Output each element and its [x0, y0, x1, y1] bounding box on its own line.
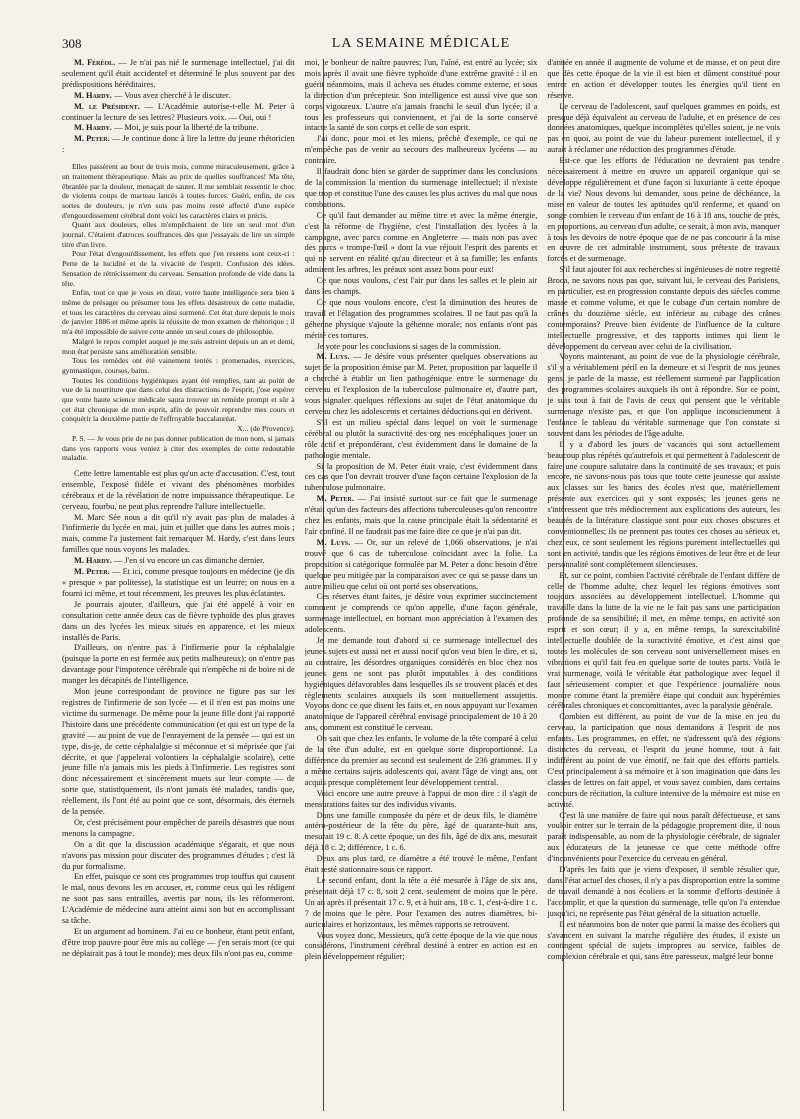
paragraph — [62, 356, 295, 375]
paragraph — [547, 920, 780, 964]
paragraph-text: Combien est différent, au point de vue de la mise en jeu du cerveau, la participation que nous demandons à l'esprit de nos enfants. Les programmes, en effet, ne s'adressent qu'à des régions distinctes du cerveau, et l'esprit du jeune homme, tout à fait indifférent au point de vue émotif, ne fait que des efforts partiels. C'est principalement à sa mémoire et à son imagination que dans les classes de lettres on fait appel, et vous savez combien, dans certains concours de récitation, la culture intensive de la mémoire est mise en activité. — [547, 712, 780, 809]
paragraph-text: Toutes les conditions hygiéniques ayant été remplies, tant au point de vue de la nourriture que dans celui des distractions de l'esprit, j'ose espérer que votre haute science médicale saura trouver un remède prompt et sûr à cet état chronique de mon esprit, afin de pouvoir reprendre mes cours et conquérir la deuxième partie de l'effroyable baccalauréat. — [62, 375, 295, 424]
speaker-name: M. Féréol. — [74, 58, 116, 67]
paragraph-text: moi, le bonheur de naître pauvres; l'un, l'aîné, est entré au lycée; six mois après il avait une fièvre typhoïde d'une extrême gravité : il en guérit néanmoins, mais il acheva ses études comme externe, et sous la direction d'un précepteur. Son intelligence est aussi vive que son corps vigoureux. L'autre n'a jamais franchi le seuil d'un lycée; il a tous les professeurs qui conviennent, et j'ai de la sorte conservé intacte la santé de son corps et celle de son esprit. — [304, 58, 538, 133]
paragraph-text: D'ailleurs, on n'entre pas à l'infirmerie pour la céphalalgie (puisque la porte en est fermée aux petits malheureux); on n'entre pas davantage pour l'impotence cérébrale qui n'empêche ni de boire ni de manger les décapités de l'intelligence. — [62, 643, 295, 686]
speech-paragraph — [62, 134, 295, 156]
paragraph-text: Deux ans plus tard, ce diamètre a été trouvé le même, l'enfant était resté stationnaire sous ce rapport. — [304, 854, 538, 875]
paragraph-text: Enfin, tout ce que je vous en dirai, votre haute intelligence sera bien à même de présager ou présumer tous les effets désastreux de cette maladie, et tous les caractères du cerveau ainsi surmené. Cet état dure depuis le mois de janvier 1886 et même après la réussite de mon examen de rhétorique ; il m'a été impossible de suivre cette année un seul cours de philosophie. — [62, 288, 295, 337]
speaker-name: M. Hardy. — [74, 123, 112, 133]
paragraph — [547, 712, 780, 810]
paragraph — [305, 734, 538, 789]
paragraph-text: — Or, sur un relevé de 1,066 observations, je n'ai trouvé que 6 cas de tuberculose coïncidant avec la folie. La proposition si catégorique formulée par M. Peter a donc besoin d'être quelque peu mitigée par la comparaison avec ce qui se passe dans un autre milieu que celui où ont porté ses observations. — [304, 537, 538, 591]
paragraph — [547, 58, 780, 102]
speaker-name: M. Luys. — [316, 352, 350, 362]
column-2 — [305, 58, 538, 1111]
column-3 — [547, 58, 780, 1111]
paragraph-text: — L'Académie autorise-t-elle M. Peter à continuer la lecture de ses lettres? Plusieurs voix. — Oui, oui ! — [62, 101, 295, 122]
paragraph — [305, 592, 538, 636]
paragraph — [62, 434, 295, 463]
paragraph-text: Je pourrais ajouter, d'ailleurs, que j'ai été appelé à voir en consultation cette année deux cas de fièvre typhoïde des plus graves dans un des lycées les mieux situés en apparence, et les mieux installés de Paris. — [62, 599, 295, 642]
paragraph-text: S'il faut ajouter foi aux recherches si ingénieuses de notre regretté Broca, ne savons nous pas que, suivant lui, le cerveau des Parisiens, en particulier, est en progression constante depuis des siècles comme masse et comme volume, et que le cubage d'un certain nombre de crânes du douzième siècle, est inférieur au cubage des crânes contemporains? Preuve bien évidente de l'influence de la culture intellectuelle progressive, et des rapports intimes qui lient le développement du cerveau avec celui de la civilisation. — [547, 265, 780, 351]
paragraph — [62, 376, 295, 425]
paragraph — [62, 927, 295, 960]
paragraph-text: J'ai donc, pour moi et les miens, prêché d'exemple, ce qui ne m'empêche pas de venir au secours des malheureux lycéens — au contraire. — [304, 134, 538, 166]
paragraph-text: Or, c'est précisément pour empêcher de pareils désastres que nous menons la campagne. — [62, 817, 295, 838]
paragraph-text: En effet, puisque ce sont ces programmes trop touffus qui causent le mal, nous devons les en accuser, et, comme ceux qui les rédigent ne sont pas sans entrailles, avertis par nous, ils les réformeront. L'Académie de médecine aura atteint ainsi son but en accomplissant sa tâche. — [62, 872, 295, 926]
paragraph-text: Je vote pour les conclusions si sages de la commission. — [316, 341, 501, 351]
paragraph — [305, 931, 538, 964]
speech-paragraph — [305, 494, 538, 538]
paragraph — [305, 167, 538, 211]
paragraph-text: M. Marc Sée nous a dit qu'il n'y avait pas plus de malades à l'infirmerie du lycée en mai, juin et juillet que dans les autres mois ; mais, comme l'a justement fait remarquer M. Hardy, c'est dans leurs familles que nous voyons les malades. — [62, 512, 295, 555]
paragraph — [305, 811, 538, 855]
paragraph-text: — Je continue donc à lire la lettre du jeune rhétoricien : — [62, 134, 295, 155]
speaker-name: M. Hardy. — [74, 556, 112, 566]
paragraph-text: Ce qu'il faut demander au même titre et avec la même énergie, c'est la réforme de l'hygiène, c'est l'installation des lycées à la campagne, avec parcs comme en Angleterre — mais non pas avec des parcs « trompe-l'œil » dont la vue réjouit l'esprit des parents et qui ne servent en réalité qu'au directeur et à sa famille; les enfants admirent les arbres, les préaux sont assez bons pour eux! — [304, 210, 538, 275]
paragraph — [547, 865, 780, 920]
paragraph — [547, 571, 780, 713]
paragraph — [62, 220, 295, 249]
paragraph-text: Malgré le repos complet auquel je me suis astreint depuis un an et demi, mon état persiste sans amélioration sensible. — [62, 336, 295, 356]
paragraph-text: — Je désire vous présenter quelques observations au sujet de la proposition émise par M. Peter, proposition par laquelle il a cherché à établir un lien pathogénique entre le surmenage du cerveau et l'explosion de la tuberculose pulmonaire et, d'autre part, vous signaler quelques réflexions au sujet de l'état anatomique du cerveau chez les adolescents et certaines déductions qui en dérivent. — [304, 352, 538, 416]
paragraph-text: Pour l'état d'engourdissement, les effets que j'en ressens sont ceux-ci : Perte de la lucidité et de la vivacité de l'esprit. Confusion des idées. Sensation de rétrécissement du cerveau. Sensation profonde de vide dans la tête. — [62, 249, 295, 288]
column-1 — [62, 58, 295, 1111]
speech-paragraph — [62, 567, 295, 600]
paragraph — [305, 854, 538, 876]
paragraph-text: Il faudrait donc bien se garder de supprimer dans les conclusions de la commission la mention du surmenage intellectuel; il n'existe que trop et constitue l'une des causes les plus actives du mal que nous combattons. — [304, 167, 538, 209]
paragraph — [62, 249, 295, 288]
paragraph-text: S'il est un milieu spécial dans lequel on voit le surmenage cérébral ou plutôt la suractivité des org nes encéphaliques jouer un rôle actif et prépondérant, c'est évidemment dans le domaine de la pathologie mentale. — [304, 417, 538, 460]
paragraph-text: Ce que nous voulons, c'est l'air pur dans les salles et le plein air dans les champs. — [304, 276, 538, 297]
paragraph-text: Et, sur ce point, combien l'activité cérébrale de l'enfant diffère de celle de l'homme adulte, chez lequel les régions émotives sont toujours associées au développement intellectuel. L'homme qui travaille dans la lutte de la vie ne le fait pas sans une participation profonde de sa sensibilité; il met, en même temps, en activité son esprit et son cœur; il y a, en même temps, la surexcitabilité intellectuelle doublée de la suractivité émotive, et c'est ainsi que toutes les molécules de son cerveau sont universellement mises en vibrations et qu'il fait feu en quelque sorte de toutes parts. Voilà le vrai surmenage, voilà le véritable état pathologique avec lequel il faut sérieusement compter et que l'expérience journalière nous montre comme étant la première étape qui conduit aux hypérémies cérébrales chroniques et concomittantes, avec la paralysie générale. — [547, 570, 780, 711]
speech-paragraph — [62, 556, 295, 567]
paragraph — [305, 211, 538, 276]
paragraph-text: Dans une famille composée du père et de deux fils, le diamètre antéro-postérieur de la tête du père, âgé de quarante-huit ans, mesurait 19 c. 8. A cette époque, un des fils, âgé de dix ans, mesurait déjà 18 c. 2; différence, 1 c. 6. — [304, 810, 538, 853]
speech-paragraph — [305, 352, 538, 417]
paragraph-text: P. S. — Je vous prie de ne pas donner publication de mon nom, si jamais dans vos rapports vous veniez à citer des exemples de cette redoutable maladie. — [62, 433, 295, 463]
paragraph-text: On sait que chez les enfants, le volume de la tête comparé à celui de la tête d'un adulte, est en quelque sorte disproportionné. La différence du premier au second est seulement de 236 grammes. Il y a même certains sujets adolescents qui, avant l'âge de vingt ans, ont acquis presque complètement leur développement central. — [304, 734, 538, 787]
paragraph-text: Voyons maintenant, au point de vue de la physiologie cérébrale, s'il y a véritablement péril en la demeure et si l'esprit de nos jeunes gens, je parle de la masse, est réellement surmené par l'application des programmes scolaires auxquels ils ont à répondre. Sur ce point, je suis tout à fait de l'avis de ceux qui pensent que le véritable surmenage n'existe pas, et que l'on applique inconsciemment à l'enfance le tableau du véritable surmenage que l'on constate si souvent dans les périodes de l'âge adulte. — [547, 352, 780, 438]
paragraph-text: X... (de Provence). — [237, 424, 295, 434]
article-columns — [62, 58, 780, 1111]
speech-paragraph — [62, 102, 295, 124]
page-number: 308 — [62, 36, 82, 51]
paragraph-text: Le cerveau de l'adolescent, sauf quelques grammes en poids, est presque déjà équivalent au cerveau de l'adulte, et en présence de ces données anatomiques, quelque incomplètes qu'elles soient, je ne vois pas en quoi, au point de vue du labeur purement intellectuel, il y aurait à réclamer une réduction des programmes d'étude. — [547, 101, 780, 155]
paragraph-text: On a dit que la discussion académique s'égarait, et que nous n'avons pas mission pour discuter des programmes d'études ; c'est là du pur formalisme. — [62, 839, 295, 871]
speech-paragraph — [62, 91, 295, 102]
paragraph — [62, 840, 295, 873]
paragraph — [547, 811, 780, 866]
speaker-name: M. le Président. — [74, 101, 140, 111]
paragraph — [305, 876, 538, 931]
paragraph-text: Si la proposition de M. Peter était vraie, c'est évidemment dans ces cas que l'on devrait trouver d'une façon certaine l'explosion de la tuberculose pulmonaire. — [304, 461, 538, 493]
paragraph — [547, 102, 780, 157]
paragraph — [547, 352, 780, 439]
paragraph — [62, 424, 295, 434]
paragraph — [305, 636, 538, 734]
paragraph-text: — Vous avez cherché à le discuter. — [114, 90, 231, 100]
paragraph — [62, 643, 295, 687]
paragraph — [305, 134, 538, 167]
paragraph-text: Il est néanmoins bon de noter que parmi la masse des écoliers qui s'avancent en suivant la marche régulière des études, il existe un contingent spécial de sujets impropres au service, faibles de complexion cérébrale et qui, sans être paresseux, malgré leur bonne — [547, 919, 780, 962]
paragraph — [305, 58, 538, 134]
paragraph-text: Il y a d'abord les jours de vacances qui sont actuellement beaucoup plus répétés qu'autrefois et qui permettent à l'adolescent de faire une coupure salutaire dans la continuité de ses travaux; et puis encore, ne savons-nous pas tous que toute cette jeunesse qui assiste aux classes sur les bancs des écoles n'est que, matériellement présente aux exercices qui y sont exposés; les jeunes gens ne s'intéressent que très médiocrement aux explications des auteurs, les beautés de la littérature classique sont pour eux choses obscures et conventionnelles; ils ne prennent pas toutes ces choses au sérieux et, chez eux, ce sont seulement les régions purement intellectuelles qui sont en activité, tandis que les régions émotives de leur être et de leur personnalité sont complètement silencieuses. — [547, 439, 780, 569]
paragraph — [62, 818, 295, 840]
speech-paragraph — [62, 58, 295, 91]
paragraph-text: Quant aux douleurs, elles m'empêchaient de lire un seul mot d'un journal. C'étaient d'atroces souffrances dès que j'essayais de lire un simple titre d'un livre. — [62, 220, 295, 249]
paragraph-text: Est-ce que les efforts de l'éducation ne devraient pas tendre nécessairement à mettre en œuvre un appareil organique qui se développe régulièrement et d'une façon si luxuriante à cette époque de la vie? Nous devons lui demander, sous peine de déchéance, la mise en valeur de toutes les aptitudes qu'il renferme, et quand on songe combien le cerveau d'un enfant de 16 à 18 ans, touche de près, en proportions, au cerveau d'un adulte, ce serait, à mon avis, manquer à tous les devoirs de notre époque que de ne pas concourir à la mise en œuvre de cet admirable instrument, sous prétexte de travaux forcés et de surmenage. — [547, 156, 780, 264]
page-header — [62, 36, 780, 54]
paragraph-text: d'année en année il augmente de volume et de masse, et on peut dire que dès cette époque de la vie il est bien et dûment constitué pour entrer en action et développer toutes les énergies qu'il tient en réserve. — [547, 58, 780, 100]
speaker-name: M. Peter. — [74, 567, 110, 577]
speech-paragraph — [305, 538, 538, 593]
paragraph — [305, 298, 538, 342]
paragraph-text: Cette lettre lamentable est plus qu'un acte d'accusation. C'est, tout ensemble, l'exposé fidèle et vivant des phénomènes morbides cérébraux et de la révélation de notre impuissance thérapeutique. Le cerveau, fourbu, ne peut plus reprendre l'allure intellectuelle. — [62, 468, 295, 511]
speaker-name: M. Peter. — [74, 134, 110, 144]
running-title: LA SEMAINE MÉDICALE — [331, 36, 511, 51]
paragraph — [62, 162, 295, 220]
paragraph-text: Elles passèrent au bout de trois mois, comme miraculeusement, grâce à un traitement thérapeutique. Mais au prix de quelles souffrances! Ma tête, ébranlée par la douleur, menaçait de sauter. Il me semblait ressentir le choc de violents coups de marteau lancés à toutes forces. Guéri, enfin, de ces sortes de douleurs, je n'en suis pas moins resté affecté d'une espèce d'engourdissement cérébral dont voici les caractères clairs et précis. — [62, 162, 295, 220]
paragraph — [305, 276, 538, 298]
paragraph-text: Tous les remèdes ont été vainement tentés : promenades, exercices, gymnastique, courses, bains. — [62, 356, 295, 375]
paragraph-text: Voici encore une autre preuve à l'appui de mon dire : il s'agit de mensurations faites sur des individus vivants. — [304, 788, 538, 809]
paragraph-text: C'est là une manière de faire qui nous paraît défectueuse, et sans vouloir entrer sur le terrain de la pédagogie proprement dite, il nous paraît indispensable, au nom de la physiologie cérébrale, de signaler aux éducateurs de la jeunesse ce que cette méthode offre d'inconvénients pour l'exercice du cerveau en général. — [547, 810, 780, 864]
paragraph-text: D'après les faits que je viens d'exposer, il semble résulter que, dans l'état actuel des choses, il n'y a pas disproportion entre la somme de travail demandé à nos écoliers et la somme d'efforts destinée à l'accomplir, et que la question du surmenage, telle qu'on l'a entendue jusqu'ici, ne représente pas l'état général de la situation actuelle. — [547, 865, 780, 918]
paragraph — [62, 469, 295, 513]
paragraph — [305, 462, 538, 495]
paragraph-text: — Et ici, comme presque toujours en médecine (je dis « presque » par politesse), la statistique est un leurre; on nous en a fourni ici même, et tout récemment, les preuves les plus éclatantes. — [62, 567, 295, 598]
speaker-name: M. Luys. — [316, 537, 351, 547]
paragraph — [62, 872, 295, 927]
paragraph-text: Et un argument ad hominem. J'ai eu ce bonheur, étant petit enfant, d'être trop pauvre pour être mis au collège — j'en serais mort (ce qui ne déplairait pas à tout le monde); mes deux fils n'ont pas eu, comme — [62, 927, 295, 958]
paragraph — [547, 265, 780, 352]
paragraph-text: — J'en si vu encore un cas dimanche dernier. — [114, 556, 265, 566]
paragraph — [305, 789, 538, 811]
paragraph — [62, 600, 295, 644]
paragraph-text: Vous voyez donc, Messieurs, qu'à cette époque de la vie que nous considérons, l'instrument cérébral destiné à entrer en action est en plein développement régulier; — [304, 930, 538, 962]
paragraph — [305, 342, 538, 353]
paragraph-text: Ce que nous voulons encore, c'est la diminution des heures de travail et l'élagation des programmes scolaires. Il ne faut pas qu'à la géhenne physique s'ajoute la géhenne morale; nos enfants n'ont pas mérité ces tortures. — [304, 297, 538, 340]
speaker-name: M. Peter. — [316, 494, 354, 504]
paragraph-text: — Moi, je suis pour la liberté de la tribune. — [114, 123, 259, 133]
paragraph — [547, 156, 780, 265]
paragraph-text: Le second enfant, dont la tête a été mesurée à l'âge de six ans, présentait déjà 17 c. 8, soit 2 cent. seulement de moins que le père. Un an après il présentait 17 c. 9, et à huit ans, 18 c. 1, c'est-à-dire 1 c. 7 de moins que le père. Pour l'examen des autres diamètres, bi-auriculaires et horizontaux, les mêmes rapports se retrouvent. — [304, 875, 538, 929]
speaker-name: M. Hardy. — [74, 90, 112, 100]
paragraph-text: — J'ai insisté surtout sur ce fait que le surmenage n'était qu'un des facteurs des affections tuberculeuses qu'on rencontre chez les enfants, mais que la cause principale était la sédentarité et l'air confiné. Il ne faudrait pas me faire dire ce que je n'ai pas dit. — [304, 494, 538, 536]
paragraph-text: — Je n'ai pas nié le surmenage intellectuel, j'ai dit seulement qu'il était accidentel et déterminé le plus souvent par des prédispositions héréditaires. — [62, 58, 295, 89]
paragraph — [305, 418, 538, 462]
paragraph-text: Je me demande tout d'abord si ce surmenage intellectuel des jeunes sujets est aussi net et aussi nocif qu'on veut bien le dire, et si, au contraire, les désordres organiques considérés en bloc chez nos jeunes gens ne sont pas plutôt imputables à des conditions hygiéniques défavorables dans lesquelles ils se trouvent placés et des règlements scolaires auxquels ils sont mutuellement assujettis. Voyons donc ce que disent les faits et, en nous appuyant sur l'examen anatomique de l'appareil cérébral envisagé principalement de 10 à 20 ans, comment est constitué le cerveau. — [304, 636, 538, 733]
paragraph — [62, 513, 295, 557]
paragraph — [62, 288, 295, 337]
paragraph — [62, 337, 295, 356]
speech-paragraph — [62, 123, 295, 134]
paragraph-text: Mon jeune correspondant de province ne figure pas sur les registres de l'infirmerie de son lycée — et il n'en est pas moins une victime du surmenage. De même pour la jeune fille dont j'ai rapporté l'histoire dans une précédente communication (et qui est un type de la gravité — au point de vue de l'enrayement de la pensée — qui est un type, dis-je, de cette céphalalgie si méconnue et si méprisée que j'ai décrite, et que j'appelerai volontiers la céphalalgie scolaire), cette jeune fille n'a jamais mis les pieds à l'infirmerie. Les registres sont donc nécessairement et sincèrement muets sur leur compte — de sorte que, statistiquement, ils n'ont jamais été malades, tandis que, réellement, ils l'ont été au point que ce sont, désormais, des éternels de la pensée. — [62, 687, 295, 817]
paragraph-text: Ces réserves étant faites, je désire vous exprimer succinctement comment je comprends ce qu'on appelle, d'une façon générale, surmenage intellectuel, en bornant mon appréciation à l'examen des adolescents. — [304, 592, 538, 635]
paragraph — [547, 440, 780, 571]
paragraph — [62, 687, 295, 818]
